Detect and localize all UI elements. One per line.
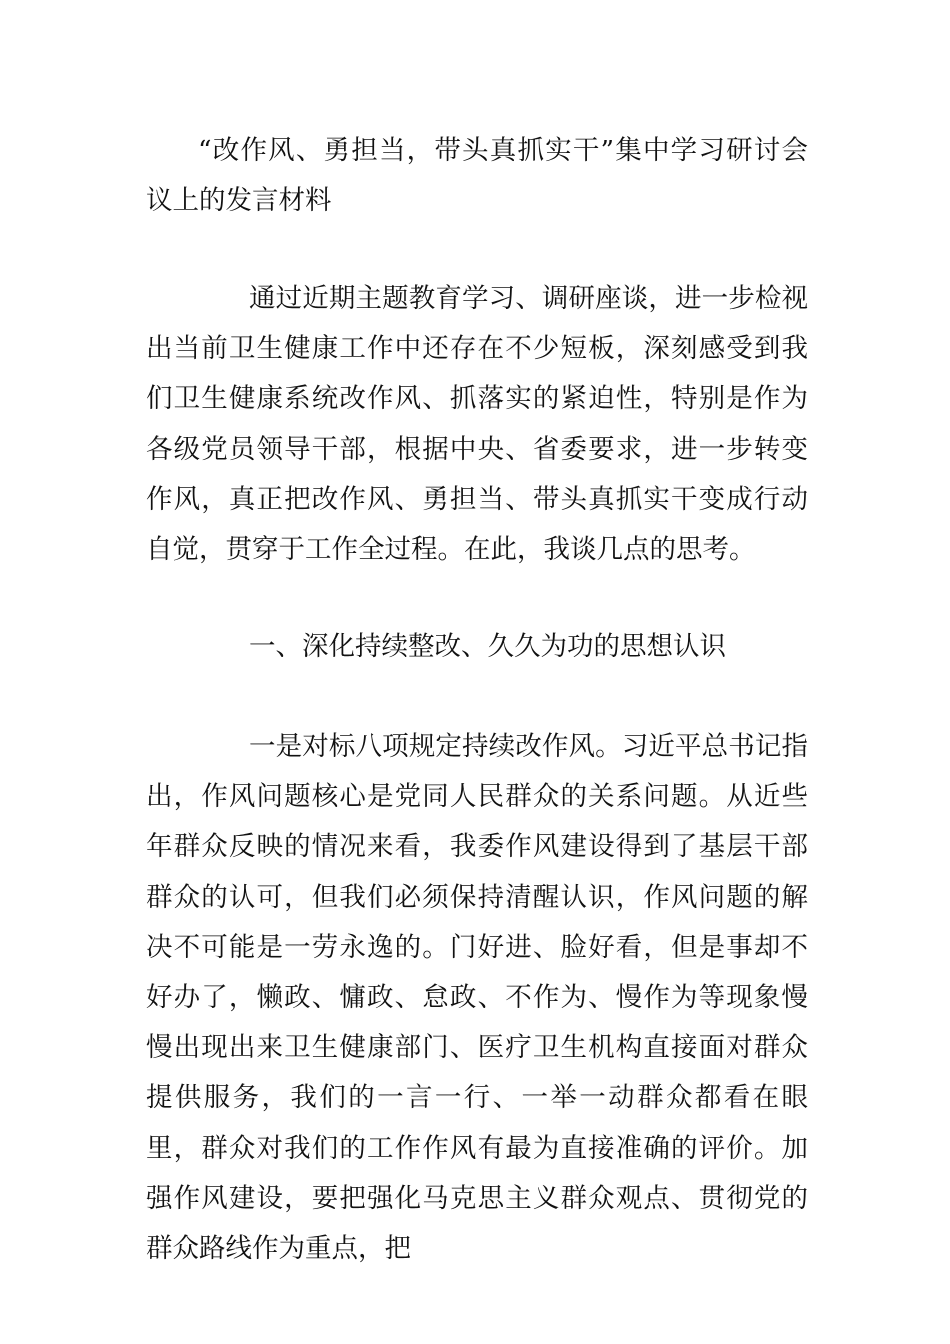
section-heading: 一、深化持续整改、久久为功的思想认识	[249, 631, 726, 662]
document-title: “改作风、勇担当，带头真抓实干”集中学习研讨会议上的发言材料	[146, 135, 808, 217]
body-paragraph: 一是对标八项规定持续改作风。习近平总书记指出，作风问题核心是党同人民群众的关系问题。从近些年群众反映的情况来看，我委作风建设得到了基层干部群众的认可，但我们必须保持清醒认识，作风问题的解决不可能是一劳永逸的。门好进、脸好看，但是事却不好办了，懒政、慵政、怠政、不作为、慢作为等现象慢慢出现出来卫生健康部门、医疗卫生机构直接面对群众提供服务，我们的一言一行、一举一动群众都看在眼里，群众对我们的工作作风有最为直接准确的评价。加强作风建设，要把强化马克思主义群众观点、贯彻党的群众路线作为重点，把	[146, 731, 808, 1265]
intro-paragraph: 通过近期主题教育学习、调研座谈，进一步检视出当前卫生健康工作中还存在不少短板，深刻感受到我们卫生健康系统改作风、抓落实的紧迫性，特别是作为各级党员领导干部，根据中央、省委要求，进一步转变作风，真正把改作风、勇担当、带头真抓实干变成行动自觉，贯穿于工作全过程。在此，我谈几点的思考。	[146, 283, 808, 566]
